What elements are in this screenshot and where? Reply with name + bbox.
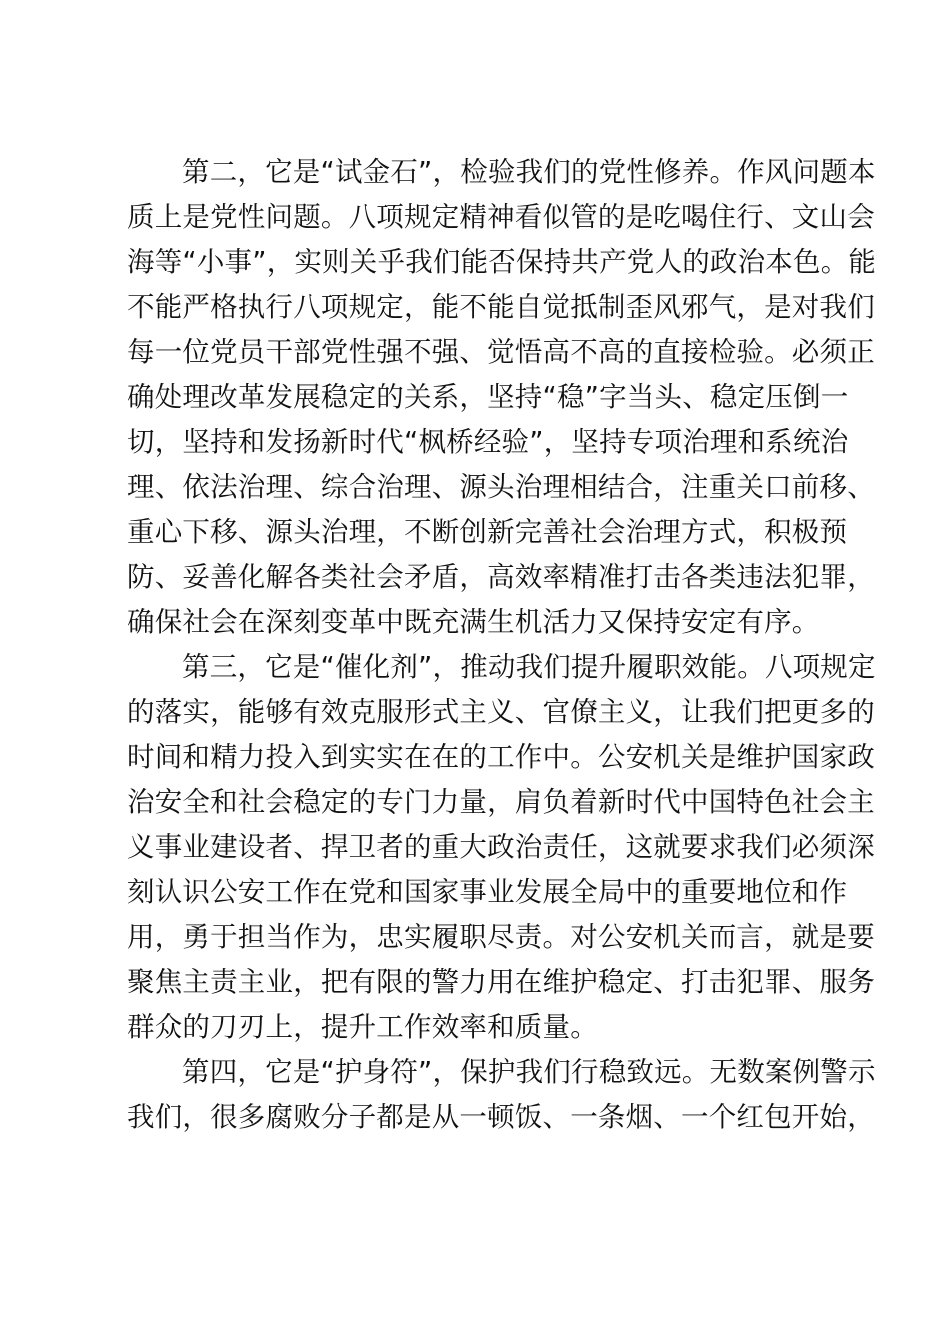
text-line: 我们，很多腐败分子都是从一顿饭、一条烟、一个红包开始， (127, 1101, 875, 1133)
text-line: 群众的刀刃上，提升工作效率和质量。 (127, 1011, 598, 1043)
text-line: 质上是党性问题。八项规定精神看似管的是吃喝住行、文山会 (127, 201, 875, 233)
text-line: 第三，它是“催化剂”，推动我们提升履职效能。八项规定 (182, 651, 876, 683)
text-line: 确保社会在深刻变革中既充满生机活力又保持安定有序。 (127, 606, 820, 638)
paragraph-second (127, 150, 877, 645)
paragraph-fourth (127, 1050, 876, 1140)
text-line: 治安全和社会稳定的专门力量，肩负着新时代中国特色社会主 (127, 786, 875, 818)
paragraph-third (127, 645, 876, 1050)
text-line: 不能严格执行八项规定，能不能自觉抵制歪风邪气，是对我们 (127, 291, 875, 323)
text-line: 理、依法治理、综合治理、源头治理相结合，注重关口前移、 (127, 471, 875, 503)
text-line: 刻认识公安工作在党和国家事业发展全局中的重要地位和作 (127, 876, 848, 908)
text-line: 确处理改革发展稳定的关系，坚持“稳”字当头、稳定压倒一 (127, 381, 849, 413)
text-line: 每一位党员干部党性强不强、觉悟高不高的直接检验。必须正 (127, 336, 875, 368)
text-line: 的落实，能够有效克服形式主义、官僚主义，让我们把更多的 (127, 696, 875, 728)
text-line: 时间和精力投入到实实在在的工作中。公安机关是维护国家政 (127, 741, 875, 773)
text-line: 切，坚持和发扬新时代“枫桥经验”，坚持专项治理和系统治 (127, 426, 849, 458)
text-line: 第四，它是“护身符”，保护我们行稳致远。无数案例警示 (182, 1056, 876, 1088)
document-body (127, 150, 877, 1140)
text-line: 重心下移、源头治理，不断创新完善社会治理方式，积极预 (127, 516, 848, 548)
text-line: 聚焦主责主业，把有限的警力用在维护稳定、打击犯罪、服务 (127, 966, 875, 998)
text-line: 用，勇于担当作为，忠实履职尽责。对公安机关而言，就是要 (127, 921, 875, 953)
text-line: 海等“小事”，实则关乎我们能否保持共产党人的政治本色。能 (127, 246, 877, 278)
text-line: 第二，它是“试金石”，检验我们的党性修养。作风问题本 (182, 156, 876, 188)
text-line: 防、妥善化解各类社会矛盾，高效率精准打击各类违法犯罪， (127, 561, 875, 593)
text-line: 义事业建设者、捍卫者的重大政治责任，这就要求我们必须深 (127, 831, 875, 863)
